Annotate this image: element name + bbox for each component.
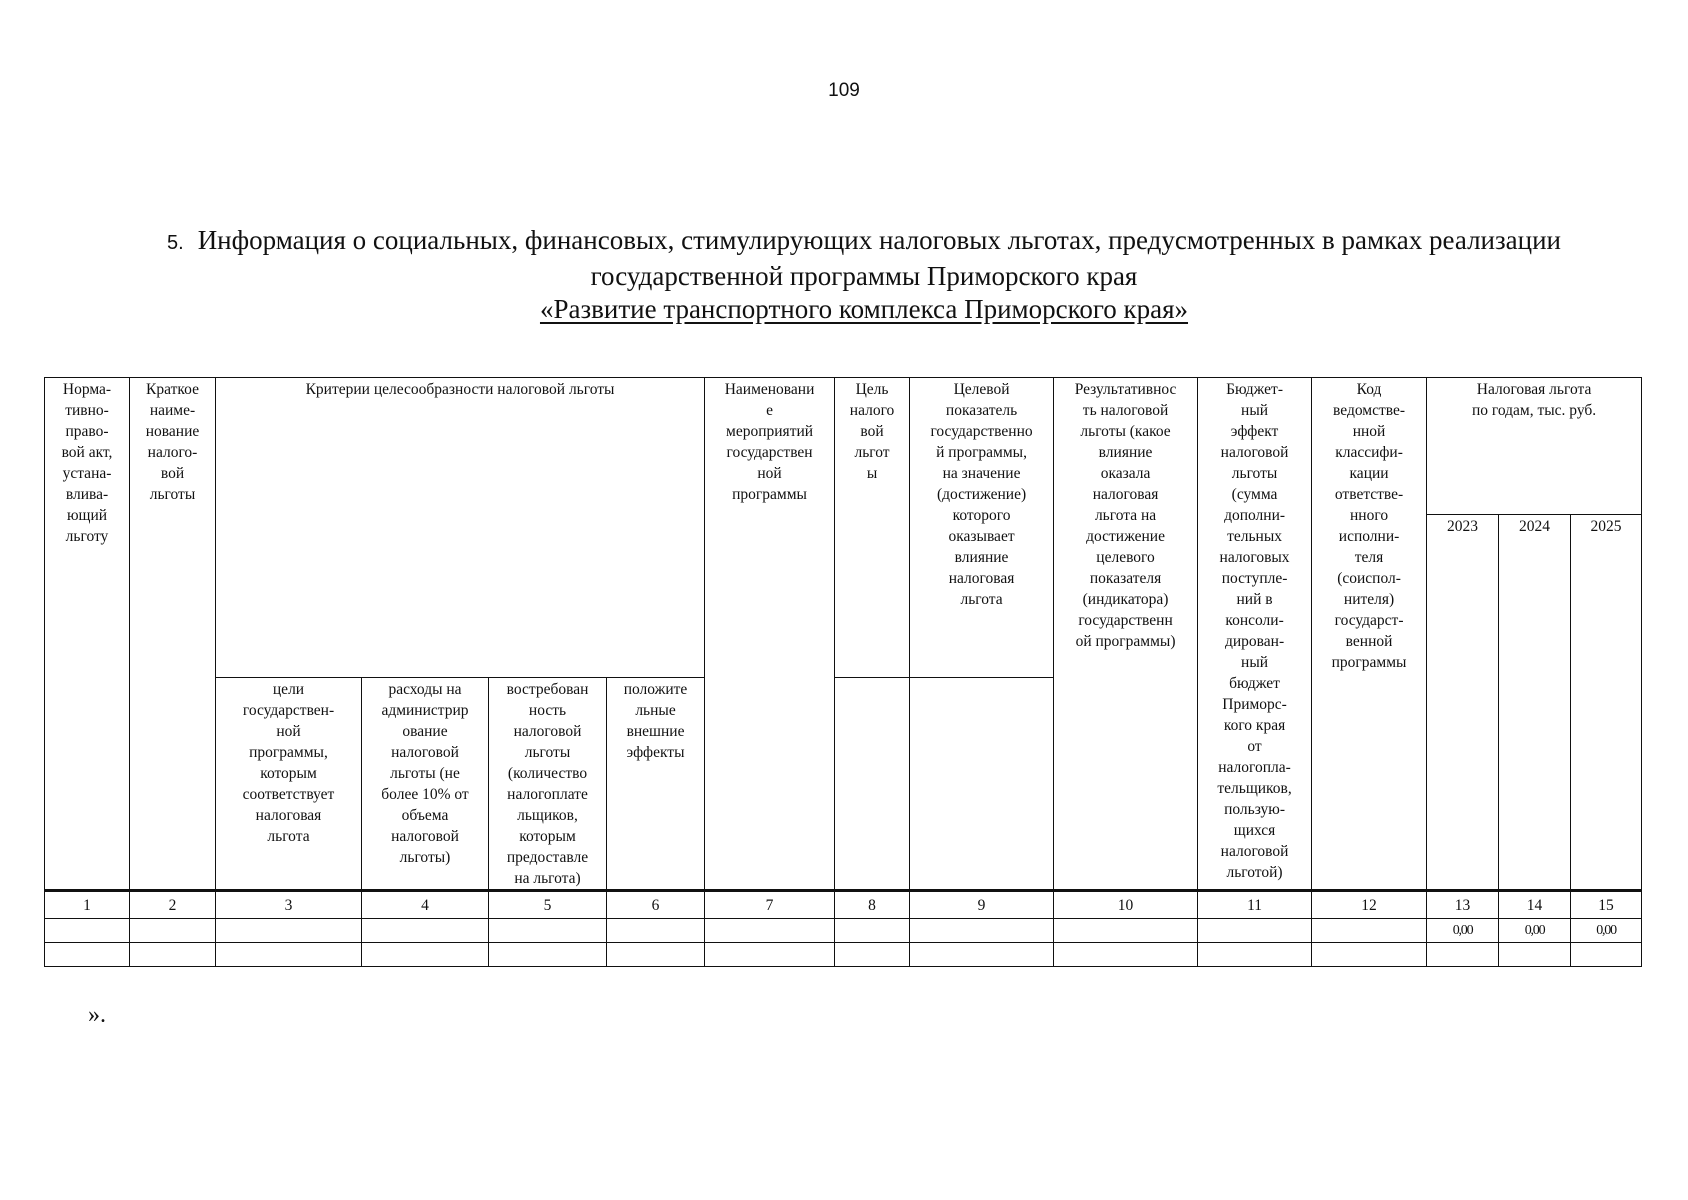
column-number: 3: [216, 891, 362, 919]
table-cell: [130, 919, 216, 943]
table-cell: [910, 943, 1054, 967]
title-text-1: Информация о социальных, финансовых, стимулирующих налоговых льготах, предусмотренных в рамках реализации: [197, 225, 1561, 255]
table-cell: [1198, 943, 1312, 967]
table-cell: [130, 943, 216, 967]
table-cell: [216, 943, 362, 967]
header-year-2024: 2024: [1499, 515, 1571, 891]
table-cell: [1571, 943, 1642, 967]
table-cell: [1054, 943, 1198, 967]
table-cell: [910, 919, 1054, 943]
tax-benefits-table: [44, 377, 1642, 967]
column-number: 2: [130, 891, 216, 919]
closing-quote: ».: [88, 1002, 106, 1028]
header-department-code: Код ведомстве- нной классифи- кации ответстве- нного исполни- теля (соиспол- нителя) государст- венной программы: [1312, 378, 1427, 891]
table-cell: [1198, 919, 1312, 943]
header-measures: Наименовани е мероприятий государствен ной программы: [705, 378, 835, 891]
header-external-effects: положите льные внешние эффекты: [607, 678, 705, 891]
column-number: 1: [45, 891, 130, 919]
header-criteria: Критерии целесообразности налоговой льготы: [216, 378, 705, 678]
table-cell: [1054, 919, 1198, 943]
header-year-2025: 2025: [1571, 515, 1642, 891]
header-legal-act: Норма- тивно- право- вой акт, устана- влива- ющий льготу: [45, 378, 130, 891]
table-cell: [362, 943, 489, 967]
column-number: 14: [1499, 891, 1571, 919]
column-number: 9: [910, 891, 1054, 919]
column-number: 13: [1427, 891, 1499, 919]
header-goal-empty: [835, 678, 910, 891]
value-2023: 0,00: [1427, 919, 1499, 943]
table-cell: [45, 919, 130, 943]
page-number: 109: [828, 80, 860, 101]
table-cell: [362, 919, 489, 943]
column-number: 10: [1054, 891, 1198, 919]
table-cell: [1427, 943, 1499, 967]
column-number: 5: [489, 891, 607, 919]
column-number: 4: [362, 891, 489, 919]
table-row: [45, 943, 1642, 967]
title-line-1: [40, 224, 1688, 260]
header-target-empty: [910, 678, 1054, 891]
header-demand: востребован ность налоговой льготы (количество налогоплате льщиков, которым предоставле на льгота): [489, 678, 607, 891]
header-year-2023: 2023: [1427, 515, 1499, 891]
table-row: [45, 919, 1642, 943]
value-2025: 0,00: [1571, 919, 1642, 943]
table-cell: [835, 943, 910, 967]
header-budget-effect: Бюджет- ный эффект налоговой льготы (сумма дополни- тельных налоговых поступле- ний в консоли- дирован- ный бюджет Приморс- кого края от налогопла- тельщиков, пользую- щихся налоговой льготой): [1198, 378, 1312, 891]
column-number: 6: [607, 891, 705, 919]
table-cell: [489, 943, 607, 967]
table-cell: [835, 919, 910, 943]
header-program-goals: цели государствен- ной программы, которым соответствует налоговая льгота: [216, 678, 362, 891]
column-number: 11: [1198, 891, 1312, 919]
table-cell: [216, 919, 362, 943]
header-goal: Цель налого вой льгот ы: [835, 378, 910, 678]
section-number: 5.: [167, 232, 184, 254]
title-program-name: «Развитие транспортного комплекса Приморского края»: [539, 294, 1189, 324]
header-short-name: Краткое наиме- нование налого- вой льготы: [130, 378, 216, 891]
table-cell: [489, 919, 607, 943]
table-cell: [607, 943, 705, 967]
column-number: 12: [1312, 891, 1427, 919]
header-target-indicator: Целевой показатель государственно й программы, на значение (достижение) которого оказывает влияние налоговая льгота: [910, 378, 1054, 678]
column-number: 15: [1571, 891, 1642, 919]
column-number: 8: [835, 891, 910, 919]
header-admin-costs: расходы на администрир ование налоговой льготы (не более 10% от объема налоговой льготы): [362, 678, 489, 891]
table-cell: [1312, 943, 1427, 967]
header-effectiveness: Результативнос ть налоговой льготы (какое влияние оказала налоговая льгота на достижение целевого показателя (индикатора) государственн ой программы): [1054, 378, 1198, 891]
table-cell: [607, 919, 705, 943]
document-title: [40, 224, 1688, 326]
table-cell: [1499, 943, 1571, 967]
value-2024: 0,00: [1499, 919, 1571, 943]
column-number-row: [45, 891, 1642, 919]
table-cell: [45, 943, 130, 967]
table-cell: [705, 943, 835, 967]
title-line-2: государственной программы Приморского края: [590, 261, 1138, 291]
table-cell: [1312, 919, 1427, 943]
table-cell: [705, 919, 835, 943]
header-benefit-by-year: Налоговая льгота по годам, тыс. руб.: [1427, 378, 1642, 515]
column-number: 7: [705, 891, 835, 919]
